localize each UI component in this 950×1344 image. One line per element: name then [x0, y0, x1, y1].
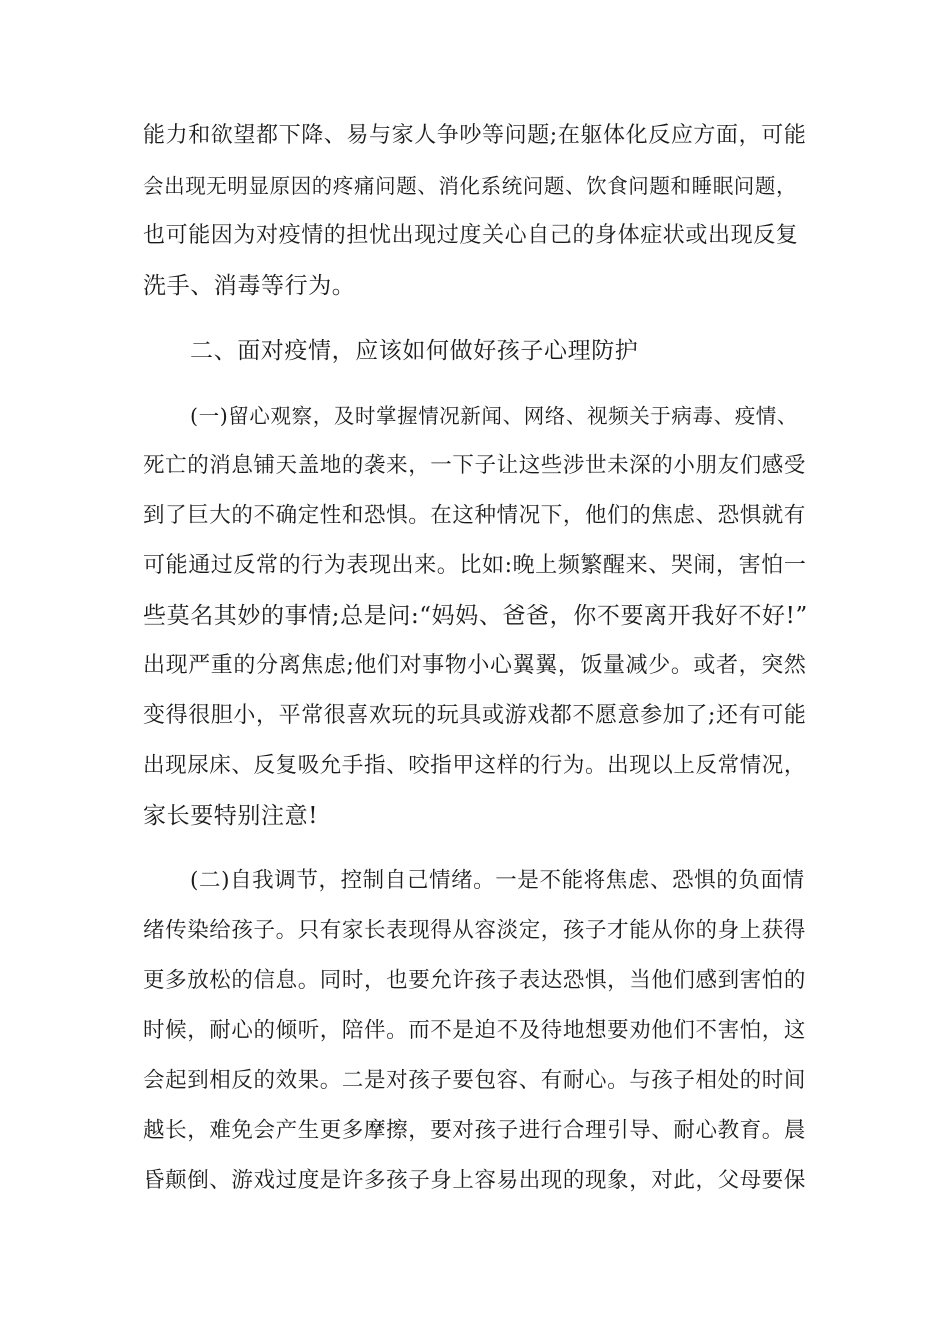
paragraph-line: 家长要特别注意! [143, 803, 319, 829]
paragraph-line: 出现严重的分离焦虑;他们对事物小心翼翼，饭量减少。或者，突然 [143, 653, 807, 678]
paragraph-line: 绪传染给孩子。只有家长表现得从容淡定，孩子才能从你的身上获得 [143, 918, 807, 943]
paragraph-line: 昏颠倒、游戏过度是许多孩子身上容易出现的现象，对此，父母要保 [143, 1168, 807, 1193]
paragraph-line: 洗手、消毒等行为。 [143, 273, 356, 299]
paragraph-line: 出现尿床、反复吸允手指、咬指甲这样的行为。出现以上反常情况， [143, 753, 807, 778]
paragraph-line: 会起到相反的效果。二是对孩子要包容、有耐心。与孩子相处的时间 [143, 1068, 807, 1093]
paragraph-line: 也可能因为对疫情的担忧出现过度关心自己的身体症状或出现反复 [143, 223, 799, 248]
paragraph-line: (一)留心观察，及时掌握情况新闻、网络、视频关于病毒、疫情、 [190, 404, 798, 428]
paragraph-line: 死亡的消息铺天盖地的袭来，一下子让这些涉世未深的小朋友们感受 [143, 453, 807, 478]
paragraph-line: 越长，难免会产生更多摩擦，要对孩子进行合理引导、耐心教育。晨 [143, 1118, 807, 1143]
paragraph-line: 可能通过反常的行为表现出来。比如:晚上频繁醒来、哭闹，害怕一 [143, 553, 807, 578]
paragraph-line: 能力和欲望都下降、易与家人争吵等问题;在躯体化反应方面，可能 [143, 123, 807, 148]
paragraph-line: (二)自我调节，控制自己情绪。一是不能将焦虑、恐惧的负面情 [190, 868, 805, 893]
paragraph-line: 到了巨大的不确定性和恐惧。在这种情况下，他们的焦虑、恐惧就有 [143, 503, 807, 528]
paragraph-line: 更多放松的信息。同时，也要允许孩子表达恐惧，当他们感到害怕的 [143, 968, 807, 993]
paragraph-line: 时候，耐心的倾听，陪伴。而不是迫不及待地想要劝他们不害怕，这 [143, 1018, 807, 1043]
paragraph-line: 些莫名其妙的事情;总是问:“妈妈、爸爸，你不要离开我好不好!” [143, 603, 808, 629]
section-heading: 二、面对疫情，应该如何做好孩子心理防护 [190, 338, 639, 364]
paragraph-line: 变得很胆小，平常很喜欢玩的玩具或游戏都不愿意参加了;还有可能 [143, 703, 807, 728]
paragraph-line: 会出现无明显原因的疼痛问题、消化系统问题、饮食问题和睡眠问题， [143, 174, 798, 198]
